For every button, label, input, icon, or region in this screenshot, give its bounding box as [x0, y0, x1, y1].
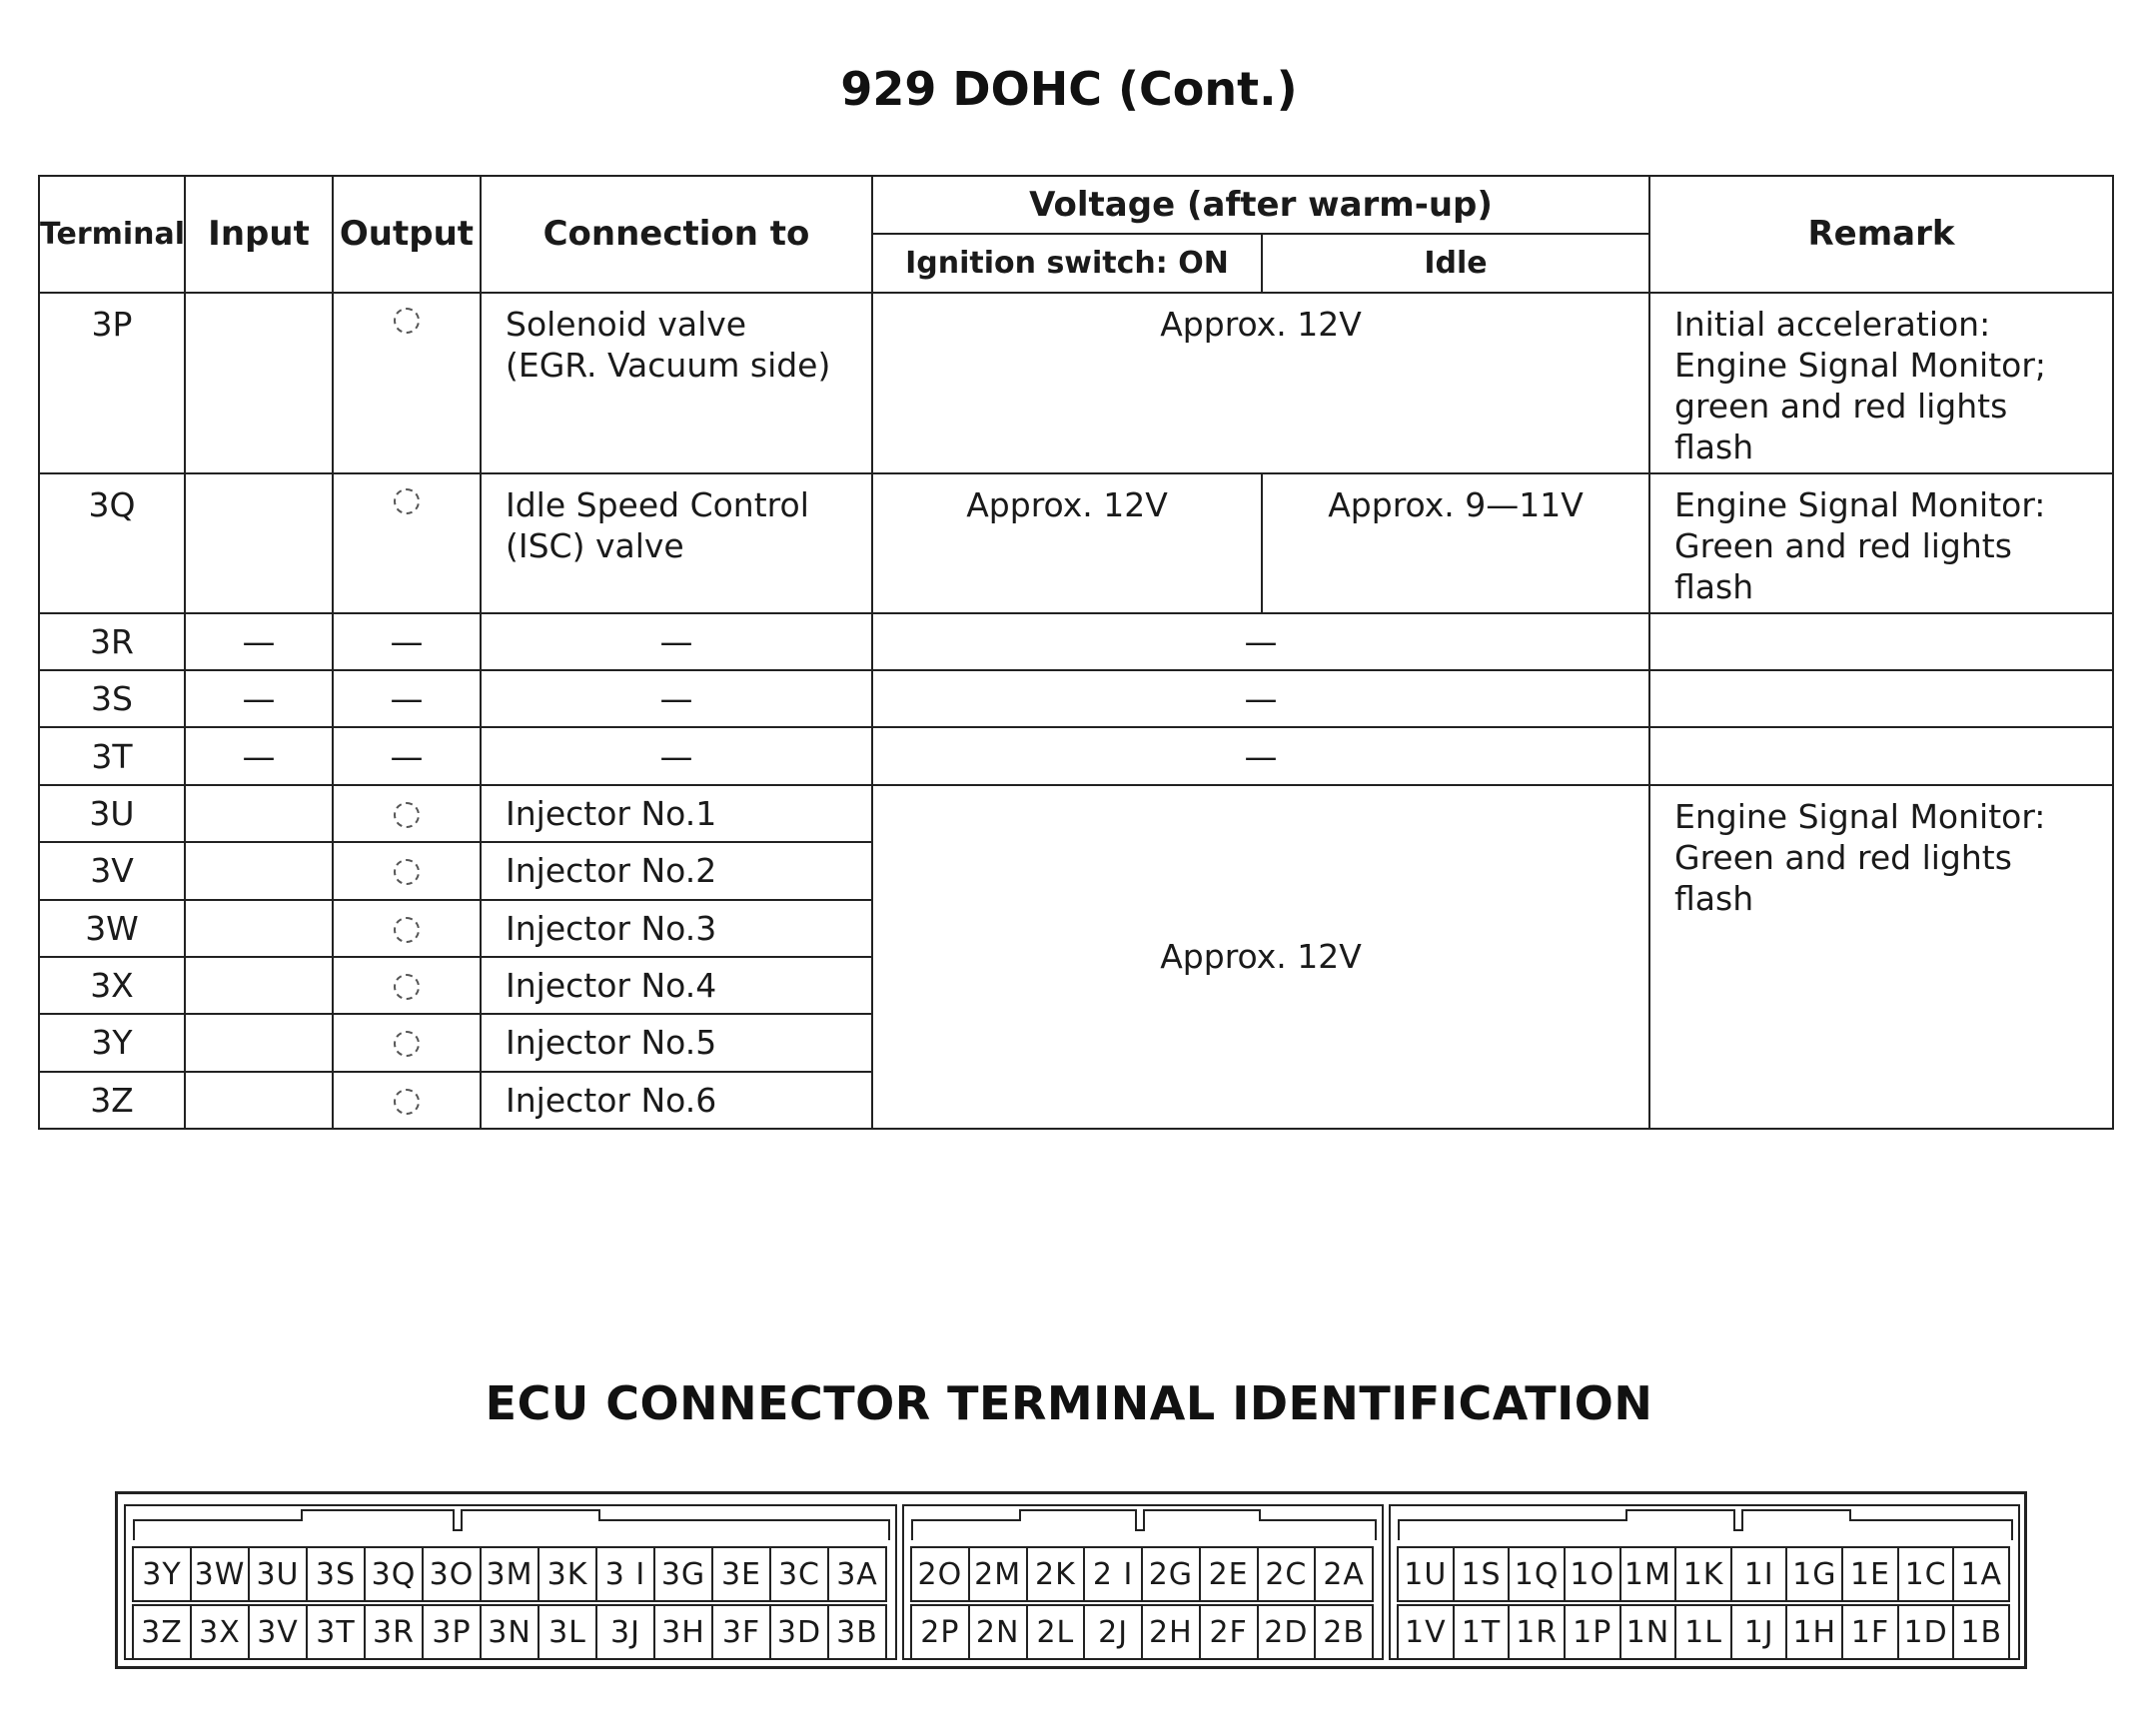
output-cell: —	[333, 670, 481, 727]
pin: 3P	[422, 1604, 482, 1660]
connection-line: (EGR. Vacuum side)	[506, 345, 831, 385]
remark-line: Engine Signal Monitor;	[1674, 345, 2047, 385]
pin: 1J	[1730, 1604, 1788, 1660]
remark-cell	[1649, 473, 2113, 613]
terminal-cell: 3Q	[39, 473, 185, 613]
connection-cell: Injector No.1	[481, 785, 872, 842]
header-input: Input	[185, 176, 333, 293]
pin-row-top	[134, 1546, 887, 1602]
pin: 1F	[1841, 1604, 1899, 1660]
voltage-cell: —	[872, 670, 1649, 727]
connector-block-1	[1389, 1504, 2020, 1660]
connection-line: Idle Speed Control	[506, 484, 809, 524]
output-cell	[333, 473, 481, 613]
pin: 3A	[827, 1546, 887, 1602]
pin-row-bottom	[912, 1604, 1374, 1660]
remark-cell	[1649, 670, 2113, 727]
pin: 2N	[968, 1604, 1028, 1660]
connection-cell: Injector No.2	[481, 842, 872, 899]
output-cell	[333, 785, 481, 842]
header-terminal: Terminal	[39, 176, 185, 293]
pin: 3F	[711, 1604, 771, 1660]
pin: 3K	[537, 1546, 597, 1602]
voltage-idle-cell: Approx. 9—11V	[1262, 473, 1649, 613]
header-output: Output	[333, 176, 481, 293]
pin: 3L	[537, 1604, 597, 1660]
connection-line: Solenoid valve	[506, 304, 747, 344]
connection-cell: —	[481, 613, 872, 670]
output-circle-icon	[394, 917, 420, 943]
connection-cell: Injector No.5	[481, 1014, 872, 1071]
table-row	[39, 785, 2113, 842]
remark-line: flash	[1674, 427, 1754, 466]
table-row	[39, 670, 2113, 727]
pin: 3T	[306, 1604, 366, 1660]
pin: 3N	[480, 1604, 539, 1660]
output-circle-icon	[394, 859, 420, 885]
header-voltage: Voltage (after warm-up)	[872, 176, 1649, 234]
pin: 1N	[1619, 1604, 1677, 1660]
pin: 2E	[1199, 1546, 1259, 1602]
table-row	[39, 727, 2113, 784]
terminal-cell: 3Y	[39, 1014, 185, 1071]
output-cell: —	[333, 613, 481, 670]
input-cell	[185, 900, 333, 957]
pin: 1P	[1564, 1604, 1621, 1660]
pin: 2P	[910, 1604, 970, 1660]
input-cell	[185, 1014, 333, 1071]
pin: 1I	[1730, 1546, 1788, 1602]
output-circle-icon	[394, 1031, 420, 1057]
pin: 2M	[968, 1546, 1028, 1602]
voltage-cell: —	[872, 727, 1649, 784]
output-circle-icon	[394, 308, 420, 334]
remark-line: green and red lights	[1674, 386, 2008, 426]
table-row	[39, 473, 2113, 613]
terminal-cell: 3X	[39, 957, 185, 1014]
remark-line: Engine Signal Monitor:	[1674, 484, 2046, 524]
pin: 1T	[1453, 1604, 1511, 1660]
injector-remark-cell	[1649, 785, 2113, 1129]
pin: 1S	[1453, 1546, 1511, 1602]
terminal-cell: 3S	[39, 670, 185, 727]
pin: 1B	[1952, 1604, 2010, 1660]
connector-block-3	[124, 1504, 897, 1660]
input-cell	[185, 293, 333, 473]
pin: 3Y	[132, 1546, 192, 1602]
pin: 3 I	[595, 1546, 655, 1602]
pin: 3M	[480, 1546, 539, 1602]
output-cell	[333, 900, 481, 957]
pin: 1H	[1785, 1604, 1843, 1660]
ecu-connector-diagram	[115, 1491, 2027, 1669]
connection-cell	[481, 293, 872, 473]
injector-voltage-cell: Approx. 12V	[872, 785, 1649, 1129]
pin: 1V	[1397, 1604, 1455, 1660]
pin: 1C	[1897, 1546, 1955, 1602]
pin: 3D	[769, 1604, 829, 1660]
pin: 3Q	[364, 1546, 424, 1602]
pin: 3O	[422, 1546, 482, 1602]
connection-cell: —	[481, 670, 872, 727]
terminal-cell: 3Z	[39, 1072, 185, 1129]
pin: 3X	[190, 1604, 250, 1660]
pin: 3R	[364, 1604, 424, 1660]
remark-cell	[1649, 727, 2113, 784]
output-circle-icon	[394, 974, 420, 1000]
remark-line: Green and red lights	[1674, 837, 2012, 877]
pin: 1R	[1508, 1604, 1566, 1660]
connection-cell	[481, 473, 872, 613]
input-cell	[185, 473, 333, 613]
pin: 2K	[1026, 1546, 1086, 1602]
voltage-on-cell: Approx. 12V	[872, 473, 1262, 613]
terminal-spec-table	[38, 175, 2114, 1130]
connector-key-outline	[904, 1506, 1386, 1546]
pin: 1K	[1674, 1546, 1732, 1602]
terminal-cell: 3P	[39, 293, 185, 473]
pin: 2O	[910, 1546, 970, 1602]
output-circle-icon	[394, 488, 420, 514]
table-row	[39, 293, 2113, 473]
pin-row-bottom	[1399, 1604, 2010, 1660]
input-cell	[185, 785, 333, 842]
pin: 2G	[1141, 1546, 1201, 1602]
remark-cell	[1649, 293, 2113, 473]
input-cell: —	[185, 670, 333, 727]
remark-line: flash	[1674, 878, 1754, 918]
header-idle: Idle	[1262, 234, 1649, 292]
input-cell	[185, 1072, 333, 1129]
pin: 3W	[190, 1546, 250, 1602]
terminal-cell: 3T	[39, 727, 185, 784]
pin: 3J	[595, 1604, 655, 1660]
pin: 1A	[1952, 1546, 2010, 1602]
pin: 3C	[769, 1546, 829, 1602]
connector-key-outline	[1391, 1506, 2022, 1546]
header-connection: Connection to	[481, 176, 872, 293]
connection-cell: Injector No.3	[481, 900, 872, 957]
pin: 3Z	[132, 1604, 192, 1660]
output-cell	[333, 1072, 481, 1129]
input-cell: —	[185, 613, 333, 670]
voltage-cell: —	[872, 613, 1649, 670]
pin: 1E	[1841, 1546, 1899, 1602]
pin: 2 I	[1083, 1546, 1143, 1602]
output-circle-icon	[394, 802, 420, 828]
header-ignition-on: Ignition switch: ON	[872, 234, 1262, 292]
pin: 1L	[1674, 1604, 1732, 1660]
ecu-connector-title: ECU CONNECTOR TERMINAL IDENTIFICATION	[485, 1376, 1653, 1430]
output-cell	[333, 957, 481, 1014]
output-circle-icon	[394, 1089, 420, 1115]
pin: 1M	[1619, 1546, 1677, 1602]
connector-key-outline	[126, 1506, 899, 1546]
pin: 2C	[1257, 1546, 1317, 1602]
pin: 1D	[1897, 1604, 1955, 1660]
pin: 1Q	[1508, 1546, 1566, 1602]
output-cell	[333, 293, 481, 473]
terminal-cell: 3U	[39, 785, 185, 842]
remark-line: Initial acceleration:	[1674, 304, 1991, 344]
input-cell: —	[185, 727, 333, 784]
pin: 3H	[653, 1604, 713, 1660]
table-row	[39, 613, 2113, 670]
pin: 2J	[1083, 1604, 1143, 1660]
pin: 3U	[248, 1546, 308, 1602]
terminal-cell: 3R	[39, 613, 185, 670]
pin: 2B	[1314, 1604, 1374, 1660]
pin: 3B	[827, 1604, 887, 1660]
connection-cell: —	[481, 727, 872, 784]
connection-cell: Injector No.6	[481, 1072, 872, 1129]
remark-cell	[1649, 613, 2113, 670]
voltage-cell: Approx. 12V	[872, 293, 1649, 473]
remark-line: Engine Signal Monitor:	[1674, 796, 2046, 836]
pin: 3E	[711, 1546, 771, 1602]
pin-row-top	[912, 1546, 1374, 1602]
pin: 1O	[1564, 1546, 1621, 1602]
pin-row-bottom	[134, 1604, 887, 1660]
terminal-cell: 3W	[39, 900, 185, 957]
input-cell	[185, 957, 333, 1014]
header-remark: Remark	[1649, 176, 2113, 293]
pin: 2H	[1141, 1604, 1201, 1660]
output-cell	[333, 1014, 481, 1071]
input-cell	[185, 842, 333, 899]
pin: 1G	[1785, 1546, 1843, 1602]
connection-cell: Injector No.4	[481, 957, 872, 1014]
pin: 2L	[1026, 1604, 1086, 1660]
pin: 3S	[306, 1546, 366, 1602]
pin: 2D	[1257, 1604, 1317, 1660]
pin: 1U	[1397, 1546, 1455, 1602]
output-cell	[333, 842, 481, 899]
connection-line: (ISC) valve	[506, 525, 684, 565]
output-cell: —	[333, 727, 481, 784]
remark-line: Green and red lights	[1674, 525, 2012, 565]
pin-row-top	[1399, 1546, 2010, 1602]
connector-block-2	[902, 1504, 1384, 1660]
pin: 2F	[1199, 1604, 1259, 1660]
terminal-cell: 3V	[39, 842, 185, 899]
pin: 2A	[1314, 1546, 1374, 1602]
remark-line: flash	[1674, 566, 1754, 606]
pin: 3G	[653, 1546, 713, 1602]
pin: 3V	[248, 1604, 308, 1660]
page-title: 929 DOHC (Cont.)	[840, 62, 1298, 116]
